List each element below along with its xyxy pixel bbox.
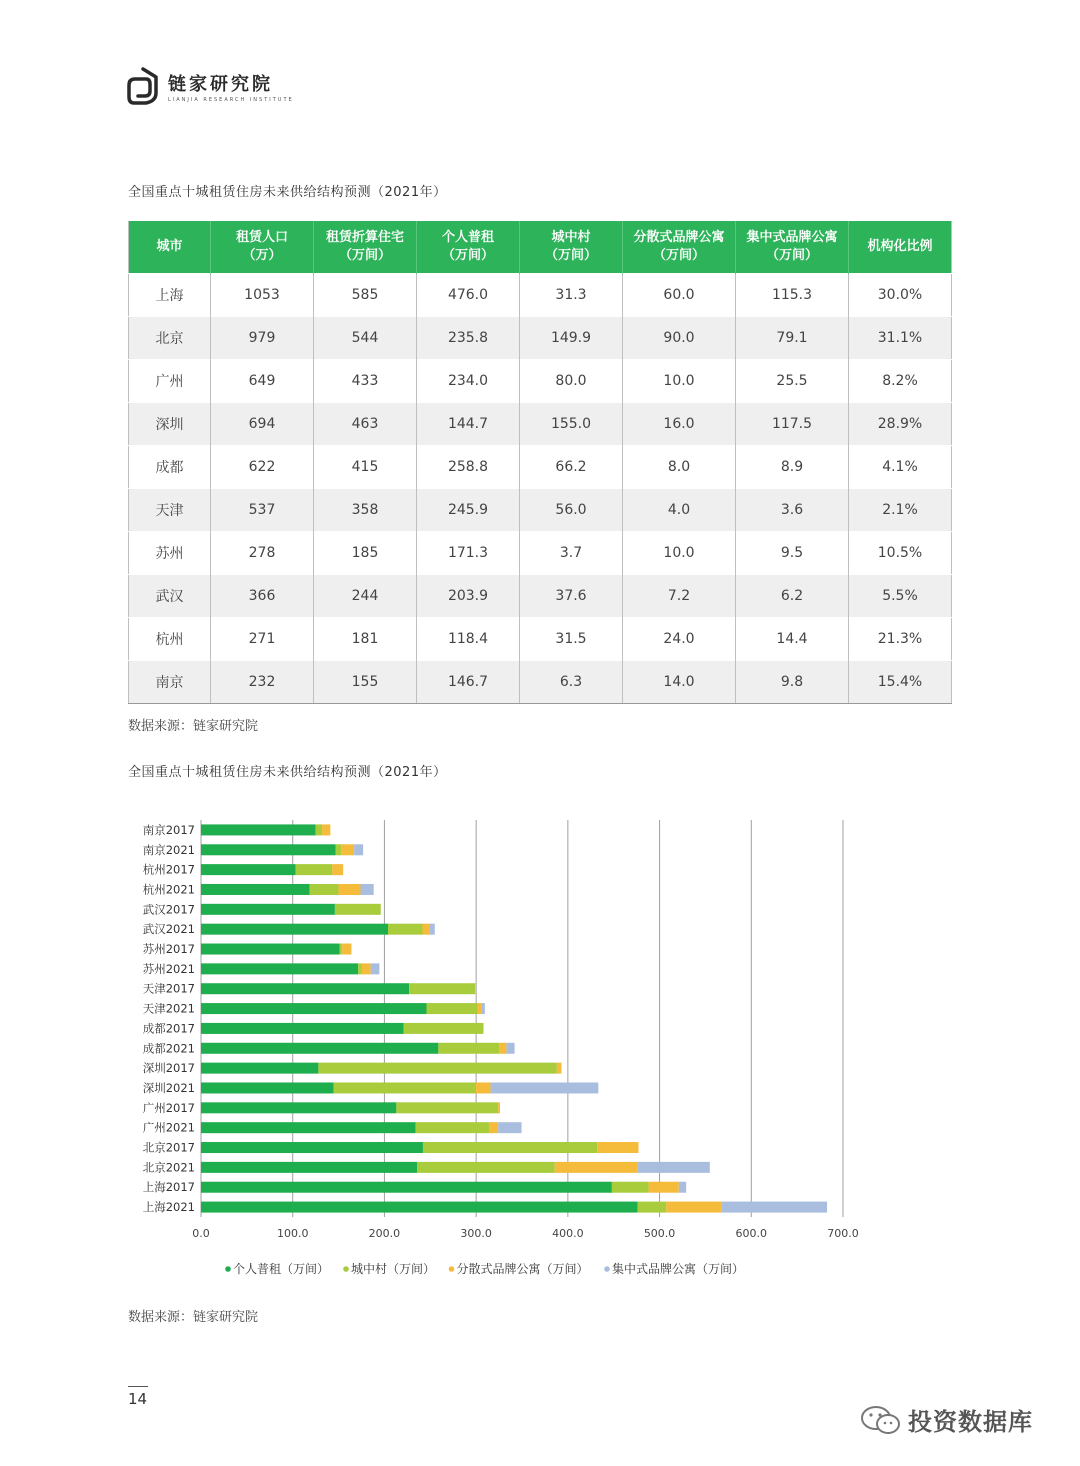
bar-segment (597, 1142, 638, 1153)
category-label: 苏州2017 (142, 942, 195, 957)
table-row (129, 661, 952, 704)
value-cell: 6.3 (520, 661, 623, 704)
supply-forecast-table (128, 221, 952, 704)
bar-segment (322, 824, 330, 835)
value-cell: 80.0 (520, 360, 623, 403)
category-label: 深圳2017 (142, 1061, 195, 1076)
bar-segment (371, 963, 380, 974)
bar-segment (201, 844, 336, 855)
value-cell: 7.2 (623, 575, 736, 618)
city-cell: 天津 (129, 489, 211, 532)
category-label: 南京2017 (142, 822, 195, 837)
bar-segment (638, 1202, 667, 1213)
value-cell: 2.1% (849, 489, 952, 532)
value-cell: 10.0 (623, 360, 736, 403)
value-cell: 14.4 (736, 618, 849, 661)
bar-segment (438, 1043, 499, 1054)
value-cell: 463 (314, 403, 417, 446)
category-label: 南京2021 (142, 842, 195, 857)
value-cell: 9.8 (736, 661, 849, 704)
category-label: 苏州2021 (142, 961, 195, 976)
value-cell: 622 (211, 446, 314, 489)
value-cell: 4.1% (849, 446, 952, 489)
value-cell: 79.1 (736, 317, 849, 360)
value-cell: 203.9 (417, 575, 520, 618)
bar-segment (201, 1082, 334, 1093)
category-label: 上海2021 (142, 1200, 195, 1215)
bar-segment (310, 884, 339, 895)
table-row (129, 274, 952, 317)
bar-segment (354, 844, 363, 855)
legend-marker (449, 1266, 455, 1272)
bar-segment (201, 1102, 396, 1113)
legend-label: 个人普租（万间） (233, 1262, 330, 1276)
city-cell: 南京 (129, 661, 211, 704)
table-row (129, 575, 952, 618)
bar-segment (416, 1122, 489, 1133)
bar-segment (295, 864, 332, 875)
value-cell: 31.5 (520, 618, 623, 661)
value-cell: 244 (314, 575, 417, 618)
value-cell: 155.0 (520, 403, 623, 446)
bar-segment (335, 904, 381, 915)
value-cell: 4.0 (623, 489, 736, 532)
logo-subtitle: LIANJIA RESEARCH INSTITUTE (168, 96, 294, 103)
chart-caption: 全国重点十城租赁住房未来供给结构预测（2021年） (128, 765, 447, 780)
bar-segment (339, 944, 342, 955)
x-tick-label: 0.0 (192, 1227, 210, 1240)
value-cell: 10.0 (623, 532, 736, 575)
category-label: 北京2017 (142, 1140, 195, 1155)
bar-segment (318, 1063, 556, 1074)
x-tick-label: 600.0 (735, 1227, 768, 1240)
bar-segment (417, 1162, 554, 1173)
bar-segment (476, 1082, 491, 1093)
x-tick-label: 300.0 (460, 1227, 492, 1240)
value-cell: 144.7 (417, 403, 520, 446)
value-cell: 979 (211, 317, 314, 360)
legend-marker (225, 1266, 231, 1272)
bar-segment (498, 1122, 521, 1133)
bar-segment (341, 844, 354, 855)
city-cell: 成都 (129, 446, 211, 489)
table-source: 数据来源：链家研究院 (128, 719, 259, 734)
city-cell: 北京 (129, 317, 211, 360)
bar-segment (499, 1043, 506, 1054)
logo-title: 链家研究院 (168, 73, 273, 95)
value-cell: 115.3 (736, 274, 849, 317)
category-label: 北京2021 (142, 1160, 195, 1175)
category-label: 杭州2017 (142, 862, 195, 877)
bar-segment (201, 1063, 318, 1074)
value-cell: 9.5 (736, 532, 849, 575)
value-cell: 278 (211, 532, 314, 575)
city-cell: 武汉 (129, 575, 211, 618)
column-header: 集中式品牌公寓 （万间） (736, 221, 849, 274)
category-label: 天津2017 (142, 981, 195, 996)
bar-segment (334, 1082, 476, 1093)
category-label: 上海2017 (142, 1180, 195, 1195)
bar-segment (489, 1122, 498, 1133)
lianjia-logo-icon (126, 66, 160, 106)
value-cell: 235.8 (417, 317, 520, 360)
value-cell: 155 (314, 661, 417, 704)
value-cell: 415 (314, 446, 417, 489)
value-cell: 433 (314, 360, 417, 403)
value-cell: 149.9 (520, 317, 623, 360)
category-label: 武汉2021 (142, 922, 195, 937)
bar-segment (396, 1102, 498, 1113)
category-label: 天津2021 (142, 1001, 195, 1016)
bar-segment (338, 884, 360, 895)
value-cell: 585 (314, 274, 417, 317)
column-header: 城中村 （万间） (520, 221, 623, 274)
legend-label: 城中村（万间） (351, 1262, 436, 1276)
value-cell: 30.0% (849, 274, 952, 317)
brand-logo (126, 66, 294, 106)
legend-label: 集中式品牌公寓（万间） (612, 1262, 745, 1276)
value-cell: 171.3 (417, 532, 520, 575)
bar-segment (612, 1182, 649, 1193)
category-label: 广州2021 (142, 1120, 195, 1135)
bar-segment (336, 844, 342, 855)
value-cell: 3.7 (520, 532, 623, 575)
city-cell: 广州 (129, 360, 211, 403)
value-cell: 31.3 (520, 274, 623, 317)
value-cell: 8.0 (623, 446, 736, 489)
bar-segment (666, 1202, 721, 1213)
bar-segment (201, 983, 409, 994)
wechat-icon (860, 1405, 902, 1435)
bar-segment (721, 1202, 827, 1213)
bar-segment (201, 884, 310, 895)
category-label: 武汉2017 (142, 902, 195, 917)
value-cell: 232 (211, 661, 314, 704)
value-cell: 1053 (211, 274, 314, 317)
page-number: 14 (128, 1390, 148, 1408)
watermark-text: 投资数据库 (908, 1408, 1033, 1436)
bar-segment (506, 1043, 514, 1054)
value-cell: 544 (314, 317, 417, 360)
value-cell: 366 (211, 575, 314, 618)
value-cell: 24.0 (623, 618, 736, 661)
bar-segment (637, 1162, 710, 1173)
bar-segment (201, 1142, 423, 1153)
city-cell: 苏州 (129, 532, 211, 575)
column-header: 租赁人口 （万） (211, 221, 314, 274)
x-tick-label: 500.0 (643, 1227, 676, 1240)
table-caption: 全国重点十城租赁住房未来供给结构预测（2021年） (128, 185, 447, 200)
value-cell: 37.6 (520, 575, 623, 618)
bar-segment (491, 1082, 599, 1093)
value-cell: 8.9 (736, 446, 849, 489)
bar-segment (201, 944, 339, 955)
city-cell: 杭州 (129, 618, 211, 661)
table-body (129, 274, 952, 704)
value-cell: 6.2 (736, 575, 849, 618)
value-cell: 258.8 (417, 446, 520, 489)
table-header-row (129, 221, 952, 274)
value-cell: 358 (314, 489, 417, 532)
value-cell: 21.3% (849, 618, 952, 661)
legend-label: 分散式品牌公寓（万间） (456, 1262, 589, 1276)
bar-segment (201, 1182, 612, 1193)
value-cell: 10.5% (849, 532, 952, 575)
bar-segment (422, 924, 429, 935)
bar-segment (201, 864, 295, 875)
bar-segment (201, 1202, 638, 1213)
bar-segment (201, 1122, 416, 1133)
bar-segment (557, 1063, 562, 1074)
legend-marker (343, 1266, 349, 1272)
value-cell: 90.0 (623, 317, 736, 360)
bar-segment (649, 1182, 679, 1193)
bar-segment (423, 1142, 597, 1153)
bar-segment (427, 1003, 478, 1014)
table-row (129, 446, 952, 489)
bar-segment (404, 1023, 484, 1034)
value-cell: 185 (314, 532, 417, 575)
value-cell: 181 (314, 618, 417, 661)
value-cell: 60.0 (623, 274, 736, 317)
bar-segment (201, 904, 335, 915)
value-cell: 25.5 (736, 360, 849, 403)
value-cell: 66.2 (520, 446, 623, 489)
category-label: 杭州2021 (142, 882, 195, 897)
bar-segment (201, 1043, 438, 1054)
value-cell: 117.5 (736, 403, 849, 446)
bar-segment (201, 963, 358, 974)
x-tick-label: 200.0 (368, 1227, 401, 1240)
value-cell: 118.4 (417, 618, 520, 661)
x-tick-label: 400.0 (552, 1227, 584, 1240)
bar-segment (201, 1162, 417, 1173)
city-cell: 上海 (129, 274, 211, 317)
column-header: 个人普租 （万间） (417, 221, 520, 274)
value-cell: 146.7 (417, 661, 520, 704)
column-header: 分散式品牌公寓 （万间） (623, 221, 736, 274)
stacked-bar-chart (128, 812, 888, 1292)
value-cell: 31.1% (849, 317, 952, 360)
category-label: 成都2017 (142, 1021, 195, 1036)
page-number-rule (128, 1386, 148, 1387)
bar-segment (201, 824, 316, 835)
value-cell: 5.5% (849, 575, 952, 618)
value-cell: 271 (211, 618, 314, 661)
bar-segment (679, 1182, 686, 1193)
category-label: 深圳2021 (142, 1080, 195, 1095)
bar-segment (360, 884, 373, 895)
value-cell: 8.2% (849, 360, 952, 403)
bar-segment (498, 1102, 500, 1113)
table-row (129, 489, 952, 532)
category-label: 广州2017 (142, 1100, 195, 1115)
bar-segment (358, 963, 361, 974)
table-row (129, 532, 952, 575)
table-row (129, 403, 952, 446)
table-row (129, 317, 952, 360)
wechat-watermark (860, 1402, 1033, 1437)
value-cell: 234.0 (417, 360, 520, 403)
bar-segment (362, 963, 371, 974)
bar-segment (201, 1023, 404, 1034)
column-header: 租赁折算住宅 （万间） (314, 221, 417, 274)
value-cell: 28.9% (849, 403, 952, 446)
value-cell: 245.9 (417, 489, 520, 532)
bar-segment (342, 944, 351, 955)
column-header: 机构化比例 (849, 221, 952, 274)
column-header: 城市 (129, 221, 211, 274)
bar-segment (482, 1003, 485, 1014)
value-cell: 14.0 (623, 661, 736, 704)
value-cell: 694 (211, 403, 314, 446)
bar-segment (429, 924, 435, 935)
bar-segment (316, 824, 322, 835)
value-cell: 649 (211, 360, 314, 403)
chart-source: 数据来源：链家研究院 (128, 1310, 259, 1325)
bar-segment (478, 1003, 482, 1014)
value-cell: 3.6 (736, 489, 849, 532)
table-row (129, 360, 952, 403)
bar-segment (555, 1162, 638, 1173)
value-cell: 56.0 (520, 489, 623, 532)
value-cell: 15.4% (849, 661, 952, 704)
value-cell: 537 (211, 489, 314, 532)
bar-segment (201, 1003, 427, 1014)
value-cell: 16.0 (623, 403, 736, 446)
bar-segment (332, 864, 343, 875)
x-tick-label: 700.0 (827, 1227, 859, 1240)
x-tick-label: 100.0 (276, 1227, 309, 1240)
city-cell: 深圳 (129, 403, 211, 446)
bar-segment (388, 924, 422, 935)
value-cell: 476.0 (417, 274, 520, 317)
legend-marker (604, 1266, 610, 1272)
table-row (129, 618, 952, 661)
bar-segment (201, 924, 388, 935)
category-label: 成都2021 (142, 1041, 195, 1056)
bar-segment (409, 983, 475, 994)
